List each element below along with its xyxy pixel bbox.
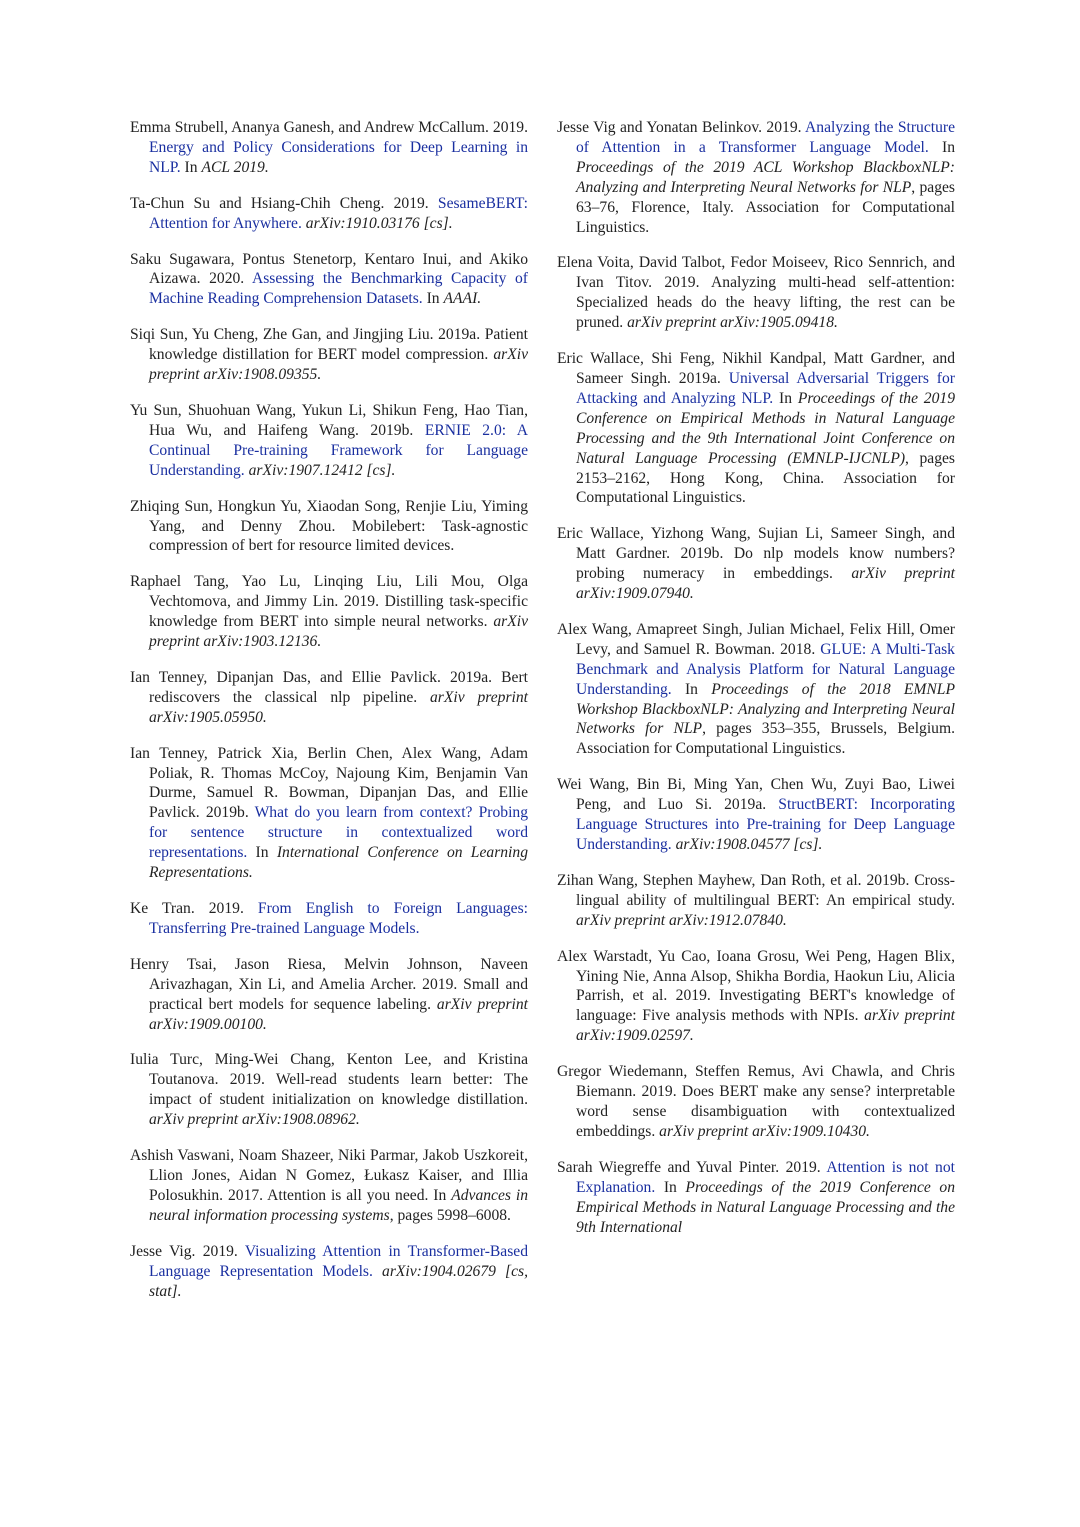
reference-text: Eric Wallace, Yizhong Wang, Sujian Li, Sameer Singh, and Matt Gardner. 2019b. Do nlp models know numbers? probing numeracy in embeddings.	[557, 525, 955, 583]
reference-text: Jesse Vig. 2019.	[130, 1242, 245, 1260]
reference-text: Raphael Tang, Yao Lu, Linqing Liu, Lili Mou, Olga Vechtomova, and Jimmy Lin. 2019. Distilling task-specific knowledge from BERT into simple neural networks.	[130, 573, 528, 631]
reference-text: Alex Warstadt, Yu Cao, Ioana Grosu, Wei Peng, Hagen Blix, Yining Nie, Anna Alsop, Shikha Bordia, Haokun Liu, Alicia Parrish, et al. 2019. Investigating BERT's knowledge of language: Five analysis methods with NPIs.	[557, 947, 955, 1025]
reference-text: In	[247, 844, 277, 862]
reference-venue: arXiv:1910.03176 [cs].	[305, 214, 453, 232]
reference-entry	[130, 250, 528, 310]
reference-venue: Proceedings of the 2018 EMNLP Workshop BlackboxNLP: Analyzing and Interpreting Neural Networks for NLP	[576, 680, 955, 738]
reference-venue: International Conference on Learning Representations.	[149, 844, 528, 882]
reference-entry	[130, 744, 528, 883]
reference-text: Siqi Sun, Yu Cheng, Zhe Gan, and Jingjing Liu. 2019a. Patient knowledge distillation for BERT model compression.	[130, 326, 528, 364]
reference-text: Zihan Wang, Stephen Mayhew, Dan Roth, et al. 2019b. Cross-lingual ability of multilingual BERT: An empirical study.	[557, 871, 955, 909]
reference-text: Iulia Turc, Ming-Wei Chang, Kenton Lee, and Kristina Toutanova. 2019. Well-read students learn better: The impact of student initialization on knowledge distillation.	[130, 1051, 528, 1109]
reference-text: Saku Sugawara, Pontus Stenetorp, Kentaro Inui, and Akiko Aizawa. 2020.	[130, 250, 528, 288]
reference-title-link[interactable]: What do you learn from context? Probing for sentence structure in contextualized word representations.	[149, 804, 528, 862]
reference-text: Sarah Wiegreffe and Yuval Pinter. 2019.	[557, 1158, 827, 1176]
reference-entry	[130, 572, 528, 652]
reference-venue: arXiv preprint arXiv:1909.00100.	[149, 995, 528, 1033]
reference-text: , pages 5998–6008.	[389, 1206, 511, 1224]
reference-text: In	[180, 158, 202, 176]
reference-venue: arXiv preprint arXiv:1909.10430.	[659, 1122, 870, 1140]
reference-text: In	[422, 290, 444, 308]
reference-text: Ta-Chun Su and Hsiang-Chih Cheng. 2019.	[130, 194, 438, 212]
reference-venue: ACL 2019.	[201, 158, 269, 176]
reference-entry	[130, 325, 528, 385]
reference-entry	[557, 524, 955, 604]
reference-text: In	[773, 389, 798, 407]
reference-entry	[557, 947, 955, 1047]
reference-title-link[interactable]: Visualizing Attention in Transformer-Based Language Representation Models.	[149, 1242, 528, 1280]
reference-venue: arXiv preprint arXiv:1909.07940.	[576, 565, 955, 603]
reference-entry	[557, 118, 955, 237]
reference-title-link[interactable]: Attention is not not Explanation.	[576, 1158, 955, 1196]
references-right-column	[557, 118, 955, 1253]
reference-venue: arXiv:1908.04577 [cs].	[675, 836, 823, 853]
reference-venue: Proceedings of the 2019 ACL Workshop BlackboxNLP: Analyzing and Interpreting Neural Networks for NLP	[576, 158, 955, 196]
reference-entry	[557, 253, 955, 333]
reference-text: Ashish Vaswani, Noam Shazeer, Niki Parmar, Jakob Uszkoreit, Llion Jones, Aidan N Gomez, Łukasz Kaiser, and Illia Polosukhin. 2017. Attention is all you need. In	[130, 1147, 528, 1204]
reference-text: Jesse Vig and Yonatan Belinkov. 2019.	[557, 119, 806, 136]
reference-entry	[130, 1050, 528, 1130]
references-left-column	[130, 118, 528, 1317]
reference-text: Yu Sun, Shuohuan Wang, Yukun Li, Shikun Feng, Hao Tian, Hua Wu, and Haifeng Wang. 2019b.	[130, 401, 528, 439]
reference-title-link[interactable]: SesameBERT: Attention for Anywhere.	[149, 194, 528, 232]
reference-title-link[interactable]: Assessing the Benchmarking Capacity of Machine Reading Comprehension Datasets.	[149, 270, 528, 308]
reference-venue: Proceedings of the 2019 Conference on Empirical Methods in Natural Language Processing and the 9th International	[576, 1178, 955, 1236]
reference-venue: arXiv preprint arXiv:1908.09355.	[149, 346, 528, 384]
reference-title-link[interactable]: Energy and Policy Considerations for Deep Learning in NLP.	[149, 138, 528, 176]
reference-entry	[130, 955, 528, 1035]
reference-venue: AAAI.	[443, 290, 482, 308]
reference-title-link[interactable]: GLUE: A Multi-Task Benchmark and Analysis Platform for Natural Language Understanding.	[576, 640, 955, 698]
reference-entry	[130, 1146, 528, 1226]
reference-title-link[interactable]: Analyzing the Structure of Attention in a Transformer Language Model.	[576, 119, 955, 156]
reference-text: In	[928, 138, 956, 156]
reference-venue: arXiv preprint arXiv:1905.05950.	[149, 688, 528, 726]
reference-venue: arXiv preprint arXiv:1912.07840.	[576, 911, 787, 929]
reference-venue: Advances in neural information processing systems	[149, 1186, 528, 1224]
reference-entry	[557, 620, 955, 759]
reference-entry	[130, 899, 528, 939]
reference-venue: arXiv:1904.02679 [cs, stat].	[149, 1262, 528, 1300]
reference-venue: arXiv preprint arXiv:1909.02597.	[576, 1007, 955, 1045]
reference-text: Emma Strubell, Ananya Ganesh, and Andrew McCallum. 2019.	[130, 119, 528, 136]
reference-text: Henry Tsai, Jason Riesa, Melvin Johnson, Naveen Arivazhagan, Xin Li, and Amelia Archer. 2019. Small and practical bert models for sequence labeling.	[130, 955, 528, 1013]
reference-venue: arXiv preprint arXiv:1905.09418.	[627, 314, 838, 332]
reference-entry	[130, 668, 528, 728]
reference-title-link[interactable]: Universal Adversarial Triggers for Attacking and Analyzing NLP.	[576, 369, 955, 407]
reference-text: Ke Tran. 2019.	[130, 900, 258, 917]
reference-text: Elena Voita, David Talbot, Fedor Moiseev, Rico Sennrich, and Ivan Titov. 2019. Analyzing multi-head self-attention: Specialized heads do the heavy lifting, the rest can be pruned.	[557, 254, 955, 332]
reference-entry	[557, 775, 955, 855]
reference-text: , pages 2153–2162, Hong Kong, China. Association for Computational Linguistics.	[576, 449, 955, 507]
reference-text: , pages 353–355, Brussels, Belgium. Association for Computational Linguistics.	[576, 720, 955, 758]
reference-entry	[557, 349, 955, 508]
reference-venue: arXiv preprint arXiv:1908.08962.	[149, 1111, 360, 1129]
reference-venue: Proceedings of the 2019 Conference on Empirical Methods in Natural Language Processing and the 9th International Joint Conference on Natural Language Processing (EMNLP-IJCNLP)	[576, 389, 955, 467]
reference-title-link[interactable]: ERNIE 2.0: A Continual Pre-training Framework for Language Understanding.	[149, 421, 528, 479]
reference-title-link[interactable]: StructBERT: Incorporating Language Structures into Pre-training for Deep Language Understanding.	[576, 796, 955, 853]
reference-text: Alex Wang, Amapreet Singh, Julian Michael, Felix Hill, Omer Levy, and Samuel R. Bowman. 2018.	[557, 620, 955, 658]
reference-entry	[557, 1062, 955, 1142]
reference-entry	[557, 1158, 955, 1238]
reference-entry	[130, 1242, 528, 1302]
reference-text: Wei Wang, Bin Bi, Ming Yan, Chen Wu, Zuyi Bao, Liwei Peng, and Luo Si. 2019a.	[557, 776, 955, 814]
reference-entry	[130, 497, 528, 557]
reference-text: In	[655, 1178, 686, 1196]
reference-entry	[557, 871, 955, 931]
reference-text: In	[671, 680, 712, 698]
reference-text: Zhiqing Sun, Hongkun Yu, Xiaodan Song, Renjie Liu, Yiming Yang, and Denny Zhou. Mobilebert: Task-agnostic compression of bert for resource limited devices.	[130, 497, 528, 555]
reference-text: Eric Wallace, Shi Feng, Nikhil Kandpal, Matt Gardner, and Sameer Singh. 2019a.	[557, 350, 955, 387]
reference-text	[373, 1263, 382, 1280]
reference-title-link[interactable]: From English to Foreign Languages: Transferring Pre-trained Language Models.	[149, 900, 528, 937]
reference-venue: arXiv preprint arXiv:1903.12136.	[149, 613, 528, 651]
reference-text: Gregor Wiedemann, Steffen Remus, Avi Chawla, and Chris Biemann. 2019. Does BERT make any sense? interpretable word sense disambiguation with contextualized embeddings.	[557, 1063, 955, 1140]
reference-text: Ian Tenney, Dipanjan Das, and Ellie Pavlick. 2019a. Bert rediscovers the classical nlp pipeline.	[130, 668, 528, 706]
reference-text: Ian Tenney, Patrick Xia, Berlin Chen, Alex Wang, Adam Poliak, R. Thomas McCoy, Najoung Kim, Benjamin Van Durme, Samuel R. Bowman, Dipanjan Das, and Ellie Pavlick. 2019b.	[130, 744, 528, 822]
reference-text: , pages 63–76, Florence, Italy. Association for Computational Linguistics.	[576, 178, 955, 236]
reference-entry	[130, 118, 528, 178]
reference-venue: arXiv:1907.12412 [cs].	[248, 461, 396, 479]
reference-entry	[130, 194, 528, 234]
reference-entry	[130, 401, 528, 481]
